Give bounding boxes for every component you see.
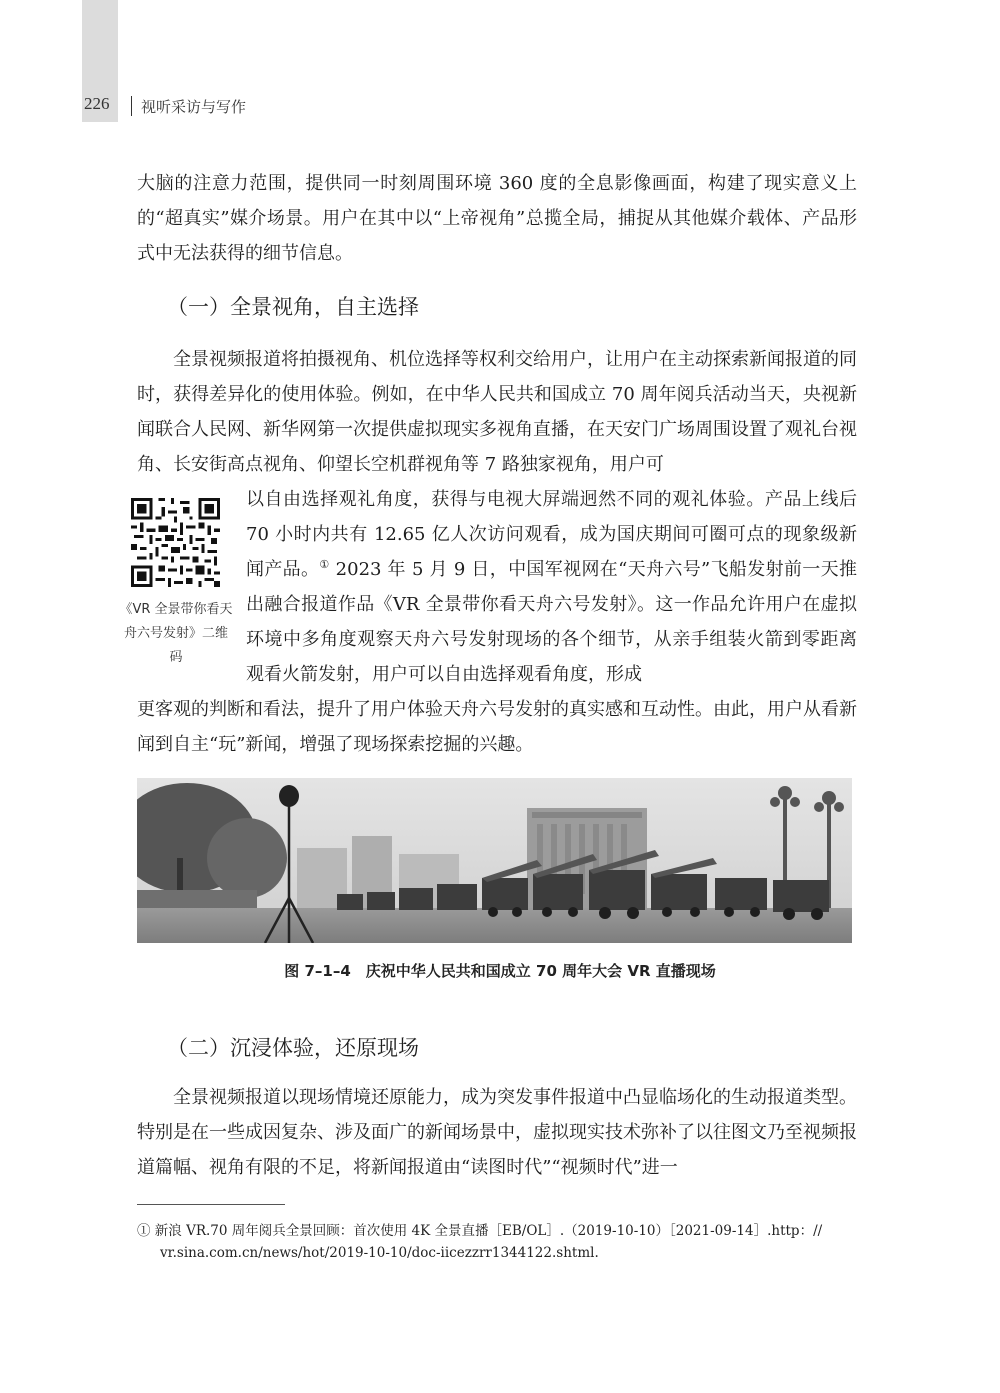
footnote-rule [137, 1204, 285, 1205]
paragraph-2-wrap-a: 以自由选择观礼角度，获得与电视大屏端迥然不同的观礼体验。产品上线后 70 小时内共有 12.65 亿人次访问观看，成为国庆期间可圈可点的现象级新闻产品。 [246, 489, 857, 580]
qr-caption: 《VR 全景带你看天舟六号发射》二维码 [119, 602, 233, 665]
paragraph-2-tail: 更客观的判断和看法，提升了用户体验天舟六号发射的真实感和互动性。由此，用户从看新闻到自主“玩”新闻，增强了现场探索挖掘的兴趣。 [137, 699, 857, 755]
footnote-reference[interactable]: ① [319, 558, 330, 571]
qr-code-icon[interactable] [131, 498, 220, 587]
paragraph-2-opening: 全景视频报道将拍摄视角、机位选择等权利交给用户，让用户在主动探索新闻报道的同时，获得差异化的使用体验。例如，在中华人民共和国成立 70 周年阅兵活动当天，央视新闻联合人民网、新华网第一次提供虚拟现实多视角直播，在天安门广场周围设置了观礼台视角、长安街高点视角、仰望长空机群视角等 7 路独家视角，用户可 [137, 349, 857, 475]
section-heading-1: （一）全景视角，自主选择 [167, 295, 419, 319]
footnote-url[interactable]: vr.sina.com.cn/news/hot/2019-10-10/doc-iicezzrr1344122.shtml. [160, 1245, 599, 1261]
paragraph-2-wrap-b: 2023 年 5 月 9 日，中国军视网在“天舟六号”飞船发射前一天推出融合报道作品《VR 全景带你看天舟六号发射》。这一作品允许用户在虚拟环境中多角度观察天舟六号发射现场的各个细节，从亲手组装火箭到零距离观看火箭发射，用户可以自由选择观看角度，形成 [246, 559, 857, 685]
footnote-mark: ① [137, 1223, 151, 1239]
page-number: 226 [84, 94, 110, 113]
header-divider [131, 96, 132, 116]
paragraph-3: 全景视频报道以现场情境还原能力，成为突发事件报道中凸显临场化的生动报道类型。特别是在一些成因复杂、涉及面广的新闻场景中，虚拟现实技术弥补了以往图文乃至视频报道篇幅、视角有限的不足，将新闻报道由“读图时代”“视频时代”进一 [137, 1087, 857, 1178]
paragraph-1: 大脑的注意力范围，提供同一时刻周围环境 360 度的全息影像画面，构建了现实意义上的“超真实”媒介场景。用户在其中以“上帝视角”总揽全局，捕捉从其他媒介载体、产品形式中无法获得的细节信息。 [137, 173, 857, 264]
section-heading-2: （二）沉浸体验，还原现场 [167, 1036, 419, 1060]
parade-photo [137, 778, 852, 943]
paragraph-2-wrapped [246, 482, 857, 692]
footnote-line-1: 新浪 VR.70 周年阅兵全景回顾：首次使用 4K 全景直播［EB/OL］.（2019-10-10）［2021-09-14］.http：// [154, 1223, 823, 1239]
figure-caption: 图 7–1–4 庆祝中华人民共和国成立 70 周年大会 VR 直播现场 [284, 962, 716, 980]
book-title: 视听采访与写作 [141, 98, 247, 116]
footnote [137, 1220, 859, 1264]
